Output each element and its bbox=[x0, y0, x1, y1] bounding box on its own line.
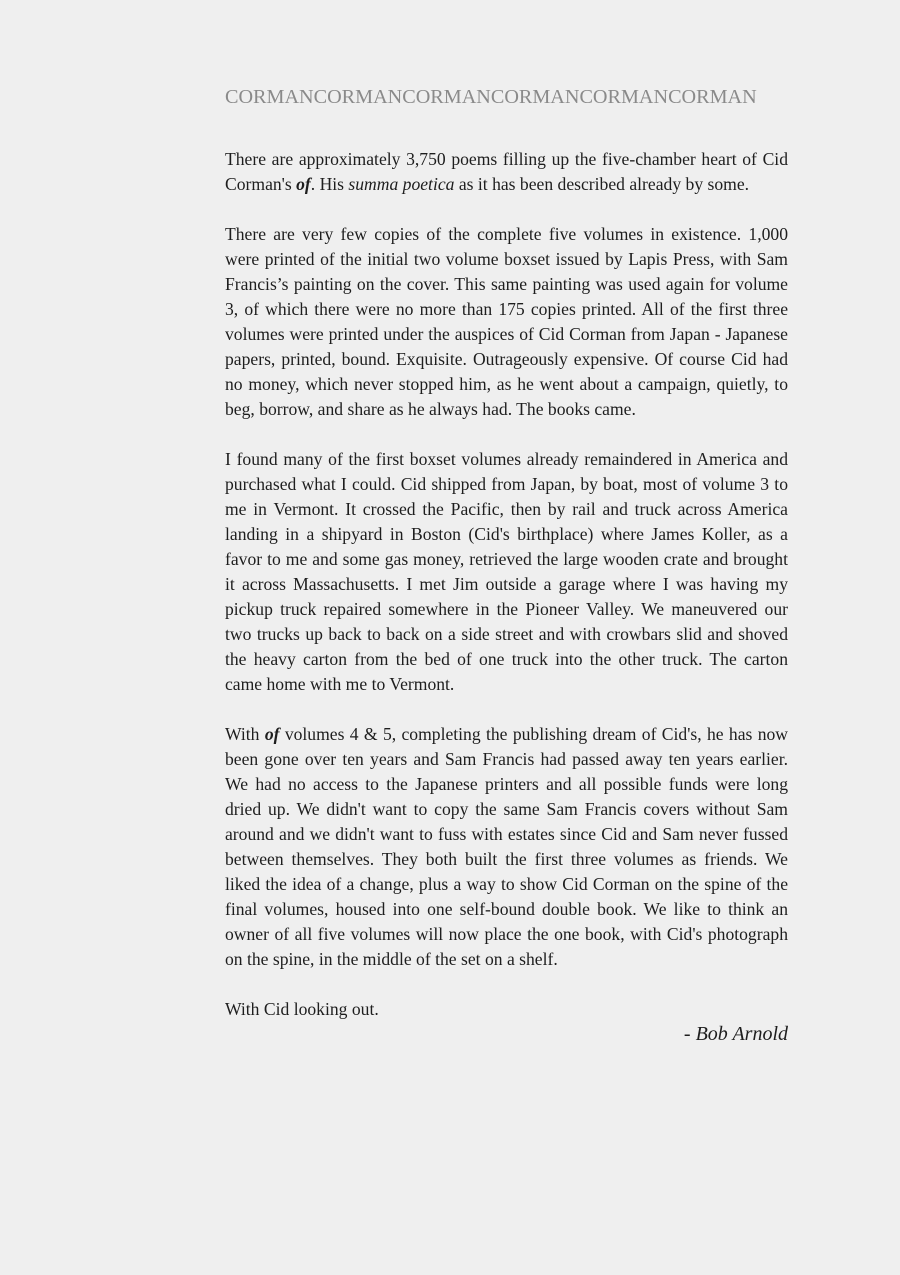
paragraph-1-text-a: There are approximately 3,750 poems filling up the five-chamber heart of Cid Corman's bbox=[225, 149, 788, 194]
paragraph-3: I found many of the first boxset volumes already remaindered in America and purchased what I could. Cid shipped from Japan, by boat, most of volume 3 to me in Vermont. It crossed the Pacific, then by rail and truck across America landing in a shipyard in Boston (Cid's birthplace) where James Koller, as a favor to me and some gas money, retrieved the large wooden crate and brought it across Massachusetts. I met Jim outside a garage where I was having my pickup truck repaired somewhere in the Pioneer Valley. We maneuvered our two trucks up back to back on a side street and with crowbars slid and shoved the heavy carton from the bed of one truck into the other truck. The carton came home with me to Vermont. bbox=[225, 449, 788, 694]
page-content bbox=[225, 84, 788, 1047]
summa-poetica-phrase: summa poetica bbox=[348, 174, 455, 194]
paragraph-1-text-b: . His bbox=[310, 174, 349, 194]
book-title-of: of bbox=[296, 174, 311, 194]
paragraph-1-text-c: as it has been described already by some. bbox=[454, 174, 750, 194]
paragraph-4-text-a: With bbox=[225, 724, 265, 744]
running-header: CORMANCORMANCORMANCORMANCORMANCORMAN bbox=[225, 86, 757, 108]
paragraph-2: There are very few copies of the complete five volumes in existence. 1,000 were printed of the initial two volume boxset issued by Lapis Press, with Sam Francis’s painting on the cover. This same painting was used again for volume 3, of which there were no more than 175 copies printed. All of the first three volumes were printed under the auspices of Cid Corman from Japan - Japanese papers, printed, bound. Exquisite. Outrageously expensive. Of course Cid had no money, which never stopped him, as he went about a campaign, quietly, to beg, borrow, and share as he always had. The books came. bbox=[225, 224, 788, 419]
paragraph-4 bbox=[225, 722, 788, 972]
paragraph-1 bbox=[225, 147, 788, 197]
paragraph-5: With Cid looking out. bbox=[225, 999, 379, 1019]
book-title-of: of bbox=[264, 724, 280, 744]
author-signature: - Bob Arnold bbox=[683, 1023, 788, 1045]
paragraph-4-text-b: volumes 4 & 5, completing the publishing dream of Cid's, he has now been gone over ten years and Sam Francis had passed away ten years earlier. We had no access to the Japanese printers and all possible funds were long dried up. We didn't want to copy the same Sam Francis covers without Sam around and we didn't want to fuss with estates since Cid and Sam never fussed between themselves. They both built the first three volumes as friends. We liked the idea of a change, plus a way to show Cid Corman on the spine of the final volumes, housed into one self-bound double book. We like to think an owner of all five volumes will now place the one book, with Cid's photograph on the spine, in the middle of the set on a shelf. bbox=[225, 724, 788, 969]
